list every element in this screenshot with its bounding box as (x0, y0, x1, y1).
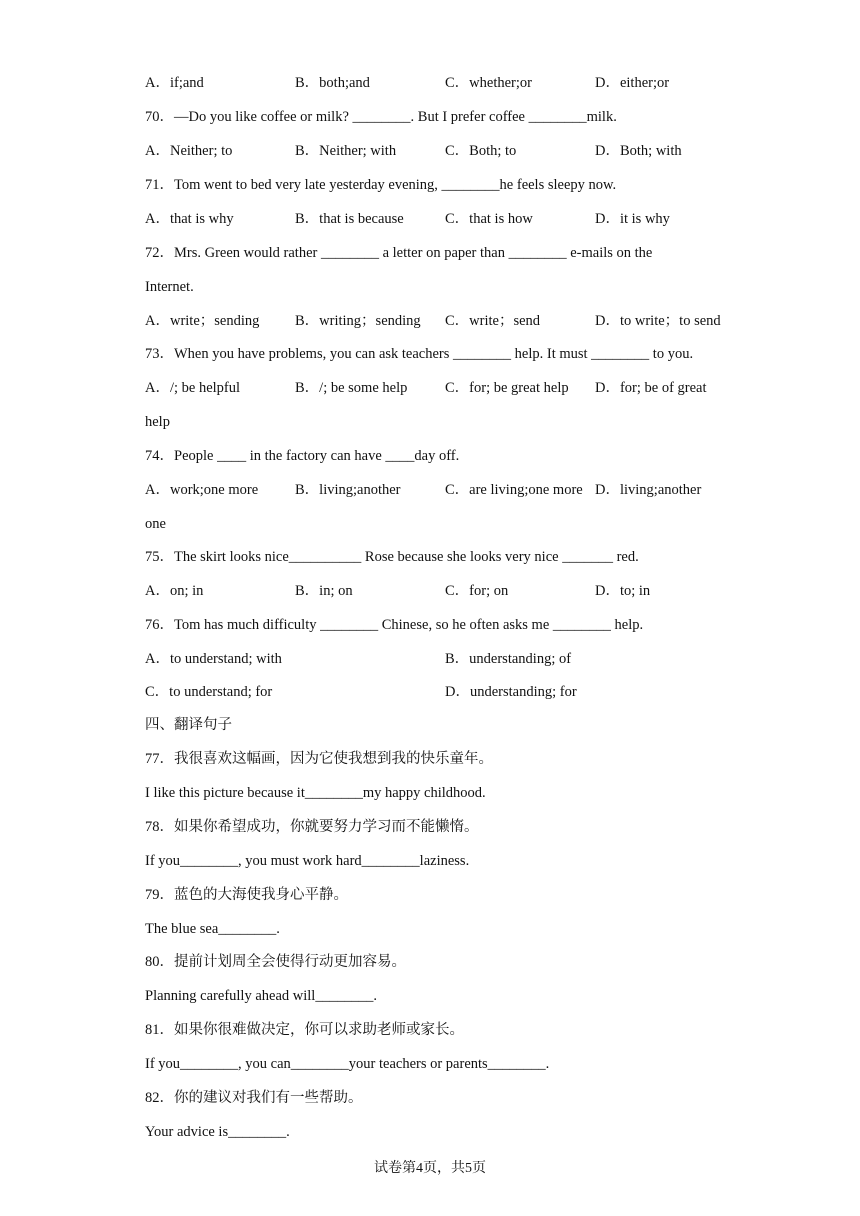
q81-english: If you________, you can________your teachers or parents________. (145, 1056, 550, 1072)
q76-option-d: D．understanding; for (445, 684, 577, 700)
q82-chinese: 82．你的建议对我们有一些帮助。 (145, 1090, 363, 1106)
q74-option-c: C．are living;one more (445, 482, 583, 498)
q74-options (145, 481, 725, 499)
q72-option-b: B．writing；sending (295, 313, 421, 329)
q77-chinese: 77．我很喜欢这幅画，因为它使我想到我的快乐童年。 (145, 751, 493, 767)
q73-option-b: B．/; be some help (295, 380, 408, 396)
q76-option-b: B．understanding; of (445, 651, 572, 667)
q80-chinese: 80．提前计划周全会使得行动更加容易。 (145, 954, 406, 970)
q72-option-a: A．write；sending (145, 313, 260, 329)
q79-english: The blue sea________. (145, 921, 280, 937)
q74-option-d: D．living;another (595, 482, 702, 498)
q70-option-b: B．Neither; with (295, 143, 397, 159)
q78-chinese: 78．如果你希望成功，你就要努力学习而不能懒惰。 (145, 819, 479, 835)
q73-stem: 73．When you have problems, you can ask teachers ________ help. It must ________ to you. (145, 346, 694, 362)
q73-option-c: C．for; be great help (445, 380, 569, 396)
q79-chinese: 79．蓝色的大海使我身心平静。 (145, 887, 348, 903)
q72-option-c: C．write；send (445, 313, 541, 329)
q70-option-a: A．Neither; to (145, 143, 233, 159)
q71-option-b: B．that is because (295, 211, 404, 227)
q71-stem: 71．Tom went to bed very late yesterday evening, ________he feels sleepy now. (145, 177, 617, 193)
q73-option-d: D．for; be of great (595, 380, 707, 396)
q76-option-a: A．to understand; with (145, 651, 282, 667)
q69-option-d: D．either;or (595, 75, 670, 91)
q71-option-c: C．that is how (445, 211, 533, 227)
q74-option-a: A．work;one more (145, 482, 259, 498)
q72-options (145, 312, 725, 330)
q80-english: Planning carefully ahead will________. (145, 988, 377, 1004)
q72-stem: 72．Mrs. Green would rather ________ a letter on paper than ________ e-mails on the (145, 245, 653, 261)
q75-stem: 75．The skirt looks nice__________ Rose because she looks very nice _______ red. (145, 549, 639, 565)
q76-options-row2 (145, 683, 725, 701)
q82-english: Your advice is________. (145, 1124, 290, 1140)
q75-option-c: C．for; on (445, 583, 509, 599)
q81-chinese: 81．如果你很难做决定，你可以求助老师或家长。 (145, 1022, 464, 1038)
q75-option-a: A．on; in (145, 583, 204, 599)
q74-option-b: B．living;another (295, 482, 401, 498)
q70-stem: 70．—Do you like coffee or milk? ________. But I prefer coffee ________milk. (145, 109, 617, 125)
q70-options (145, 142, 725, 160)
q73-option-d-wrap: help (145, 414, 170, 430)
section-heading: 四、翻译句子 (145, 717, 232, 733)
q73-option-a: A．/; be helpful (145, 380, 241, 396)
q74-option-d-wrap: one (145, 516, 166, 532)
q74-stem: 74．People ____ in the factory can have ____day off. (145, 448, 460, 464)
page-footer: 试卷第4页，共5页 (374, 1161, 486, 1176)
q73-options (145, 379, 725, 397)
q78-english: If you________, you must work hard________laziness. (145, 853, 470, 869)
q72-stem-continued: Internet. (145, 279, 194, 295)
q76-options-row1 (145, 650, 725, 668)
q72-option-d: D．to write；to send (595, 313, 721, 329)
q69-option-a: A．if;and (145, 75, 204, 91)
q77-english: I like this picture because it________my happy childhood. (145, 785, 486, 801)
q70-option-d: D．Both; with (595, 143, 682, 159)
q71-option-a: A．that is why (145, 211, 234, 227)
q69-option-b: B．both;and (295, 75, 370, 91)
q76-option-c: C．to understand; for (145, 684, 273, 700)
q75-option-b: B．in; on (295, 583, 353, 599)
q70-option-c: C．Both; to (445, 143, 517, 159)
q71-option-d: D．it is why (595, 211, 670, 227)
q69-option-c: C．whether;or (445, 75, 532, 91)
q69-options (145, 74, 725, 92)
q75-options (145, 582, 725, 600)
q71-options (145, 210, 725, 228)
q75-option-d: D．to; in (595, 583, 651, 599)
q76-stem: 76．Tom has much difficulty ________ Chinese, so he often asks me ________ help. (145, 617, 644, 633)
